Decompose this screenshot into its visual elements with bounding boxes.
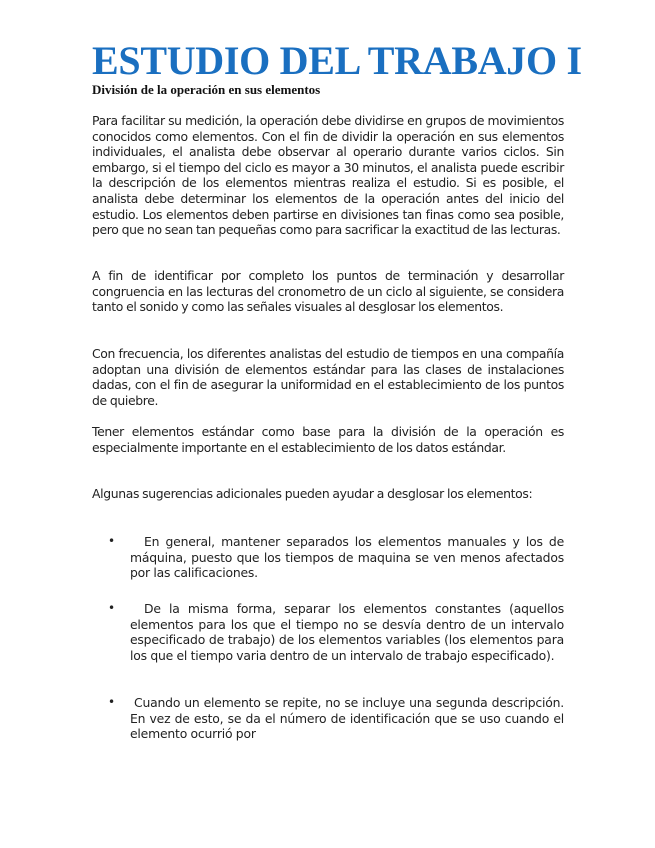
list-item <box>108 695 564 742</box>
paragraph: Con frecuencia, los diferentes analistas del estudio de tiempos en una compañía adoptan una división de elementos estándar para las clases de instalaciones dadas, con el fin de asegurar la uniformidad en el establecimiento de los puntos de quiebre. <box>92 346 564 408</box>
list-item <box>108 601 564 663</box>
document-title: ESTUDIO DEL TRABAJO I <box>92 38 582 83</box>
paragraph: Tener elementos estándar como base para la división de la operación es especialmente importante en el establecimiento de los datos estándar. <box>92 424 564 455</box>
section-heading: División de la operación en sus elementos <box>92 82 321 97</box>
bullet-icon: • <box>108 534 115 548</box>
list-item-text: Cuando un elemento se repite, no se incluye una segunda descripción. En vez de esto, se da el número de identificación que se uso cuando el elemento ocurrió por <box>130 695 564 742</box>
paragraph: Para facilitar su medición, la operación debe dividirse en grupos de movimientos conocidos como elementos. Con el fin de dividir la operación en sus elementos individuales, el analista debe observar al operario durante varios ciclos. Sin embargo, si el tiempo del ciclo es mayor a 30 minutos, el analista puede escribir la descripción de los elementos mientras realiza el estudio. Si es posible, el analista debe determinar los elementos de la operación antes del inicio del estudio. Los elementos deben partirse en divisiones tan finas como sea posible, pero que no sean tan pequeñas como para sacrificar la exactitud de las lecturas. <box>92 113 564 238</box>
bullet-icon: • <box>108 601 115 615</box>
paragraph: Algunas sugerencias adicionales pueden ayudar a desglosar los elementos: <box>92 486 533 501</box>
list-item <box>108 534 564 581</box>
list-item-text: En general, mantener separados los elementos manuales y los de máquina, puesto que los tiempos de maquina se ven menos afectados por las calificaciones. <box>130 534 564 581</box>
list-item-text: De la misma forma, separar los elementos constantes (aquellos elementos para los que el tiempo no se desvía dentro de un intervalo especificado de trabajo) de los elementos variables (los elementos para los que el tiempo varia dentro de un intervalo de trabajo especificado). <box>130 601 564 663</box>
bullet-icon: • <box>108 695 115 709</box>
paragraph: A fin de identificar por completo los puntos de terminación y desarrollar congruencia en las lecturas del cronometro de un ciclo al siguiente, se considera tanto el sonido y como las señales visuales al desglosar los elementos. <box>92 268 564 315</box>
